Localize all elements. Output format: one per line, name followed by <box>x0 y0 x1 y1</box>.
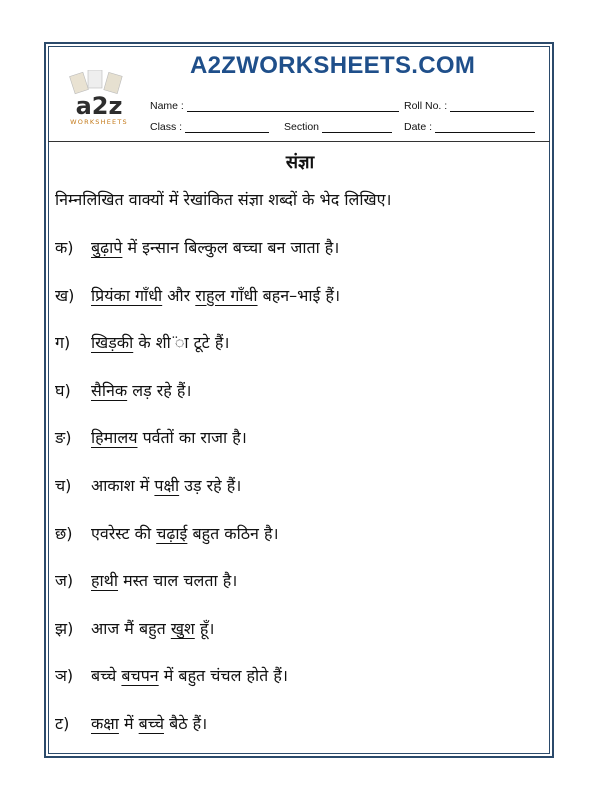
question-item <box>55 569 237 591</box>
sentence-text: आकाश में <box>91 476 155 495</box>
worksheet-title: संज्ञा <box>285 152 315 173</box>
sentence-text: पर्वतों का राजा है। <box>137 428 247 448</box>
date-field[interactable] <box>404 121 535 133</box>
underlined-noun: बुढ़ापे <box>91 238 123 257</box>
question-label: झ) <box>55 618 74 638</box>
sentence-text: बैठे हैं। <box>163 714 208 733</box>
underlined-noun: सैनिक <box>91 380 128 400</box>
sentence-text: और <box>162 285 196 305</box>
underlined-noun: चढ़ाई <box>156 523 188 543</box>
site-title: A2ZWORKSHEETS.COM <box>190 52 476 79</box>
question-label: ख) <box>55 285 75 305</box>
question-item <box>55 236 339 258</box>
section-field[interactable] <box>284 121 392 133</box>
underlined-noun: राहुल गाँधी <box>195 285 258 305</box>
section-line[interactable] <box>322 122 392 133</box>
question-item <box>55 474 241 496</box>
question-label: च) <box>55 476 72 495</box>
underlined-noun: खुश <box>170 618 195 638</box>
name-label: Name : <box>150 100 184 112</box>
section-label: Section <box>284 121 320 133</box>
sentence-text: बहुत कठिन है। <box>187 523 279 543</box>
question-label: क) <box>55 238 74 257</box>
question-label: छ) <box>55 523 73 543</box>
sentence-text: लड़ रहे हैं। <box>127 380 192 400</box>
date-line[interactable] <box>435 122 535 133</box>
question-item <box>55 664 288 686</box>
underlined-noun: पक्षी <box>154 476 180 495</box>
logo-subtext: WORKSHEETS <box>70 118 128 126</box>
underlined-noun: हिमालय <box>91 428 138 448</box>
question-item <box>55 331 229 353</box>
sentence-text: उड़ रहे हैं। <box>179 476 242 495</box>
underlined-noun: हाथी <box>91 571 119 591</box>
question-item <box>55 522 279 544</box>
sentence-text: आज मैं बहुत <box>91 618 171 638</box>
underlined-noun: बचपन <box>121 666 159 686</box>
underlined-noun: खिड़की <box>91 333 134 353</box>
underlined-noun: प्रियंका गाँधी <box>91 285 163 305</box>
sentence-text: बहन–भाई हैं। <box>257 285 341 305</box>
date-label: Date : <box>404 121 433 133</box>
question-item <box>55 284 340 306</box>
name-line[interactable] <box>187 101 399 112</box>
roll-line[interactable] <box>450 101 534 112</box>
name-field[interactable] <box>150 100 399 112</box>
sentence-text: में इन्सान बिल्कुल बच्चा बन जाता है। <box>122 238 340 257</box>
class-field[interactable] <box>150 121 269 133</box>
question-label: ग) <box>55 333 71 353</box>
question-item <box>55 379 191 401</box>
roll-label: Roll No. : <box>404 100 448 112</box>
sentence-text: में बहुत चंचल होते हैं। <box>158 666 288 686</box>
class-line[interactable] <box>185 122 269 133</box>
question-label: घ) <box>55 380 71 400</box>
underlined-noun: बच्चे <box>138 714 164 733</box>
question-item <box>55 617 214 639</box>
instruction-text: निम्नलिखित वाक्यों में रेखांकित संज्ञा शब्दों के भेद लिखिए। <box>55 190 392 209</box>
question-item <box>55 712 207 734</box>
sentence-text: मस्त चाल चलता है। <box>118 571 238 591</box>
sentence-text: में <box>118 714 139 733</box>
class-label: Class : <box>150 121 183 133</box>
question-label: ङ) <box>55 428 72 448</box>
logo-mark: a2z <box>75 92 123 120</box>
sentence-text: बच्चे <box>91 666 122 686</box>
roll-field[interactable] <box>404 100 534 112</box>
sentence-text: एवरेस्ट की <box>91 523 157 543</box>
header-divider <box>48 141 550 142</box>
question-label: ट) <box>55 714 70 733</box>
question-label: ज) <box>55 571 74 591</box>
sentence-text: हूँ। <box>194 618 215 638</box>
question-item <box>55 426 247 448</box>
underlined-noun: कक्षा <box>91 714 119 733</box>
question-label: ञ) <box>55 666 74 686</box>
sentence-text: के शी ̈ा टूटे हैं। <box>133 333 230 353</box>
